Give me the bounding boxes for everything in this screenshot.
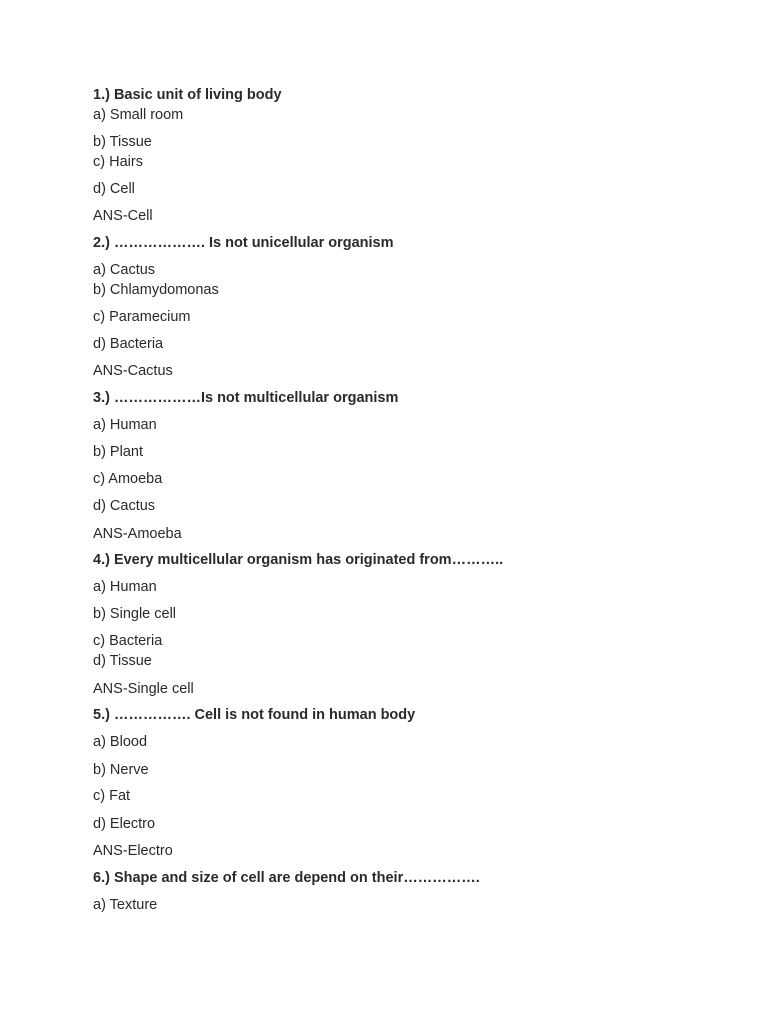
question-4-option-b: b) Single cell — [93, 606, 177, 622]
question-6-option-a: a) Texture — [93, 897, 158, 913]
question-4-option-a: a) Human — [93, 579, 157, 595]
question-3-option-c: c) Amoeba — [93, 471, 163, 487]
question-4-answer: ANS-Single cell — [93, 681, 194, 697]
question-2-option-b: b) Chlamydomonas — [93, 282, 219, 298]
question-2: 2.) ………………. Is not unicellular organism — [93, 235, 394, 251]
question-6: 6.) Shape and size of cell are depend on their……………. — [93, 870, 480, 886]
question-5-answer: ANS-Electro — [93, 843, 173, 859]
question-3-option-b: b) Plant — [93, 444, 143, 460]
question-2-option-d: d) Bacteria — [93, 336, 164, 352]
question-1-option-d: d) Cell — [93, 181, 135, 197]
question-4-option-d: d) Tissue — [93, 653, 152, 669]
question-3: 3.) ………………Is not multicellular organism — [93, 390, 399, 406]
question-3-answer: ANS-Amoeba — [93, 526, 182, 542]
question-1: 1.) Basic unit of living body — [93, 87, 282, 103]
question-2-option-c: c) Paramecium — [93, 309, 191, 325]
question-5: 5.) ……………. Cell is not found in human body — [93, 707, 416, 723]
question-1-option-c: c) Hairs — [93, 154, 143, 170]
question-1-option-a: a) Small room — [93, 107, 184, 123]
question-3-option-d: d) Cactus — [93, 498, 156, 514]
question-2-option-a: a) Cactus — [93, 262, 156, 278]
question-3-option-a: a) Human — [93, 417, 157, 433]
question-4: 4.) Every multicellular organism has originated from……….. — [93, 552, 504, 568]
question-2-answer: ANS-Cactus — [93, 363, 173, 379]
question-4-option-c: c) Bacteria — [93, 633, 163, 649]
question-1-option-b: b) Tissue — [93, 134, 152, 150]
question-1-answer: ANS-Cell — [93, 208, 153, 224]
question-5-option-c: c) Fat — [93, 788, 131, 804]
question-5-option-a: a) Blood — [93, 734, 148, 750]
question-5-option-b: b) Nerve — [93, 762, 149, 778]
question-5-option-d: d) Electro — [93, 816, 156, 832]
